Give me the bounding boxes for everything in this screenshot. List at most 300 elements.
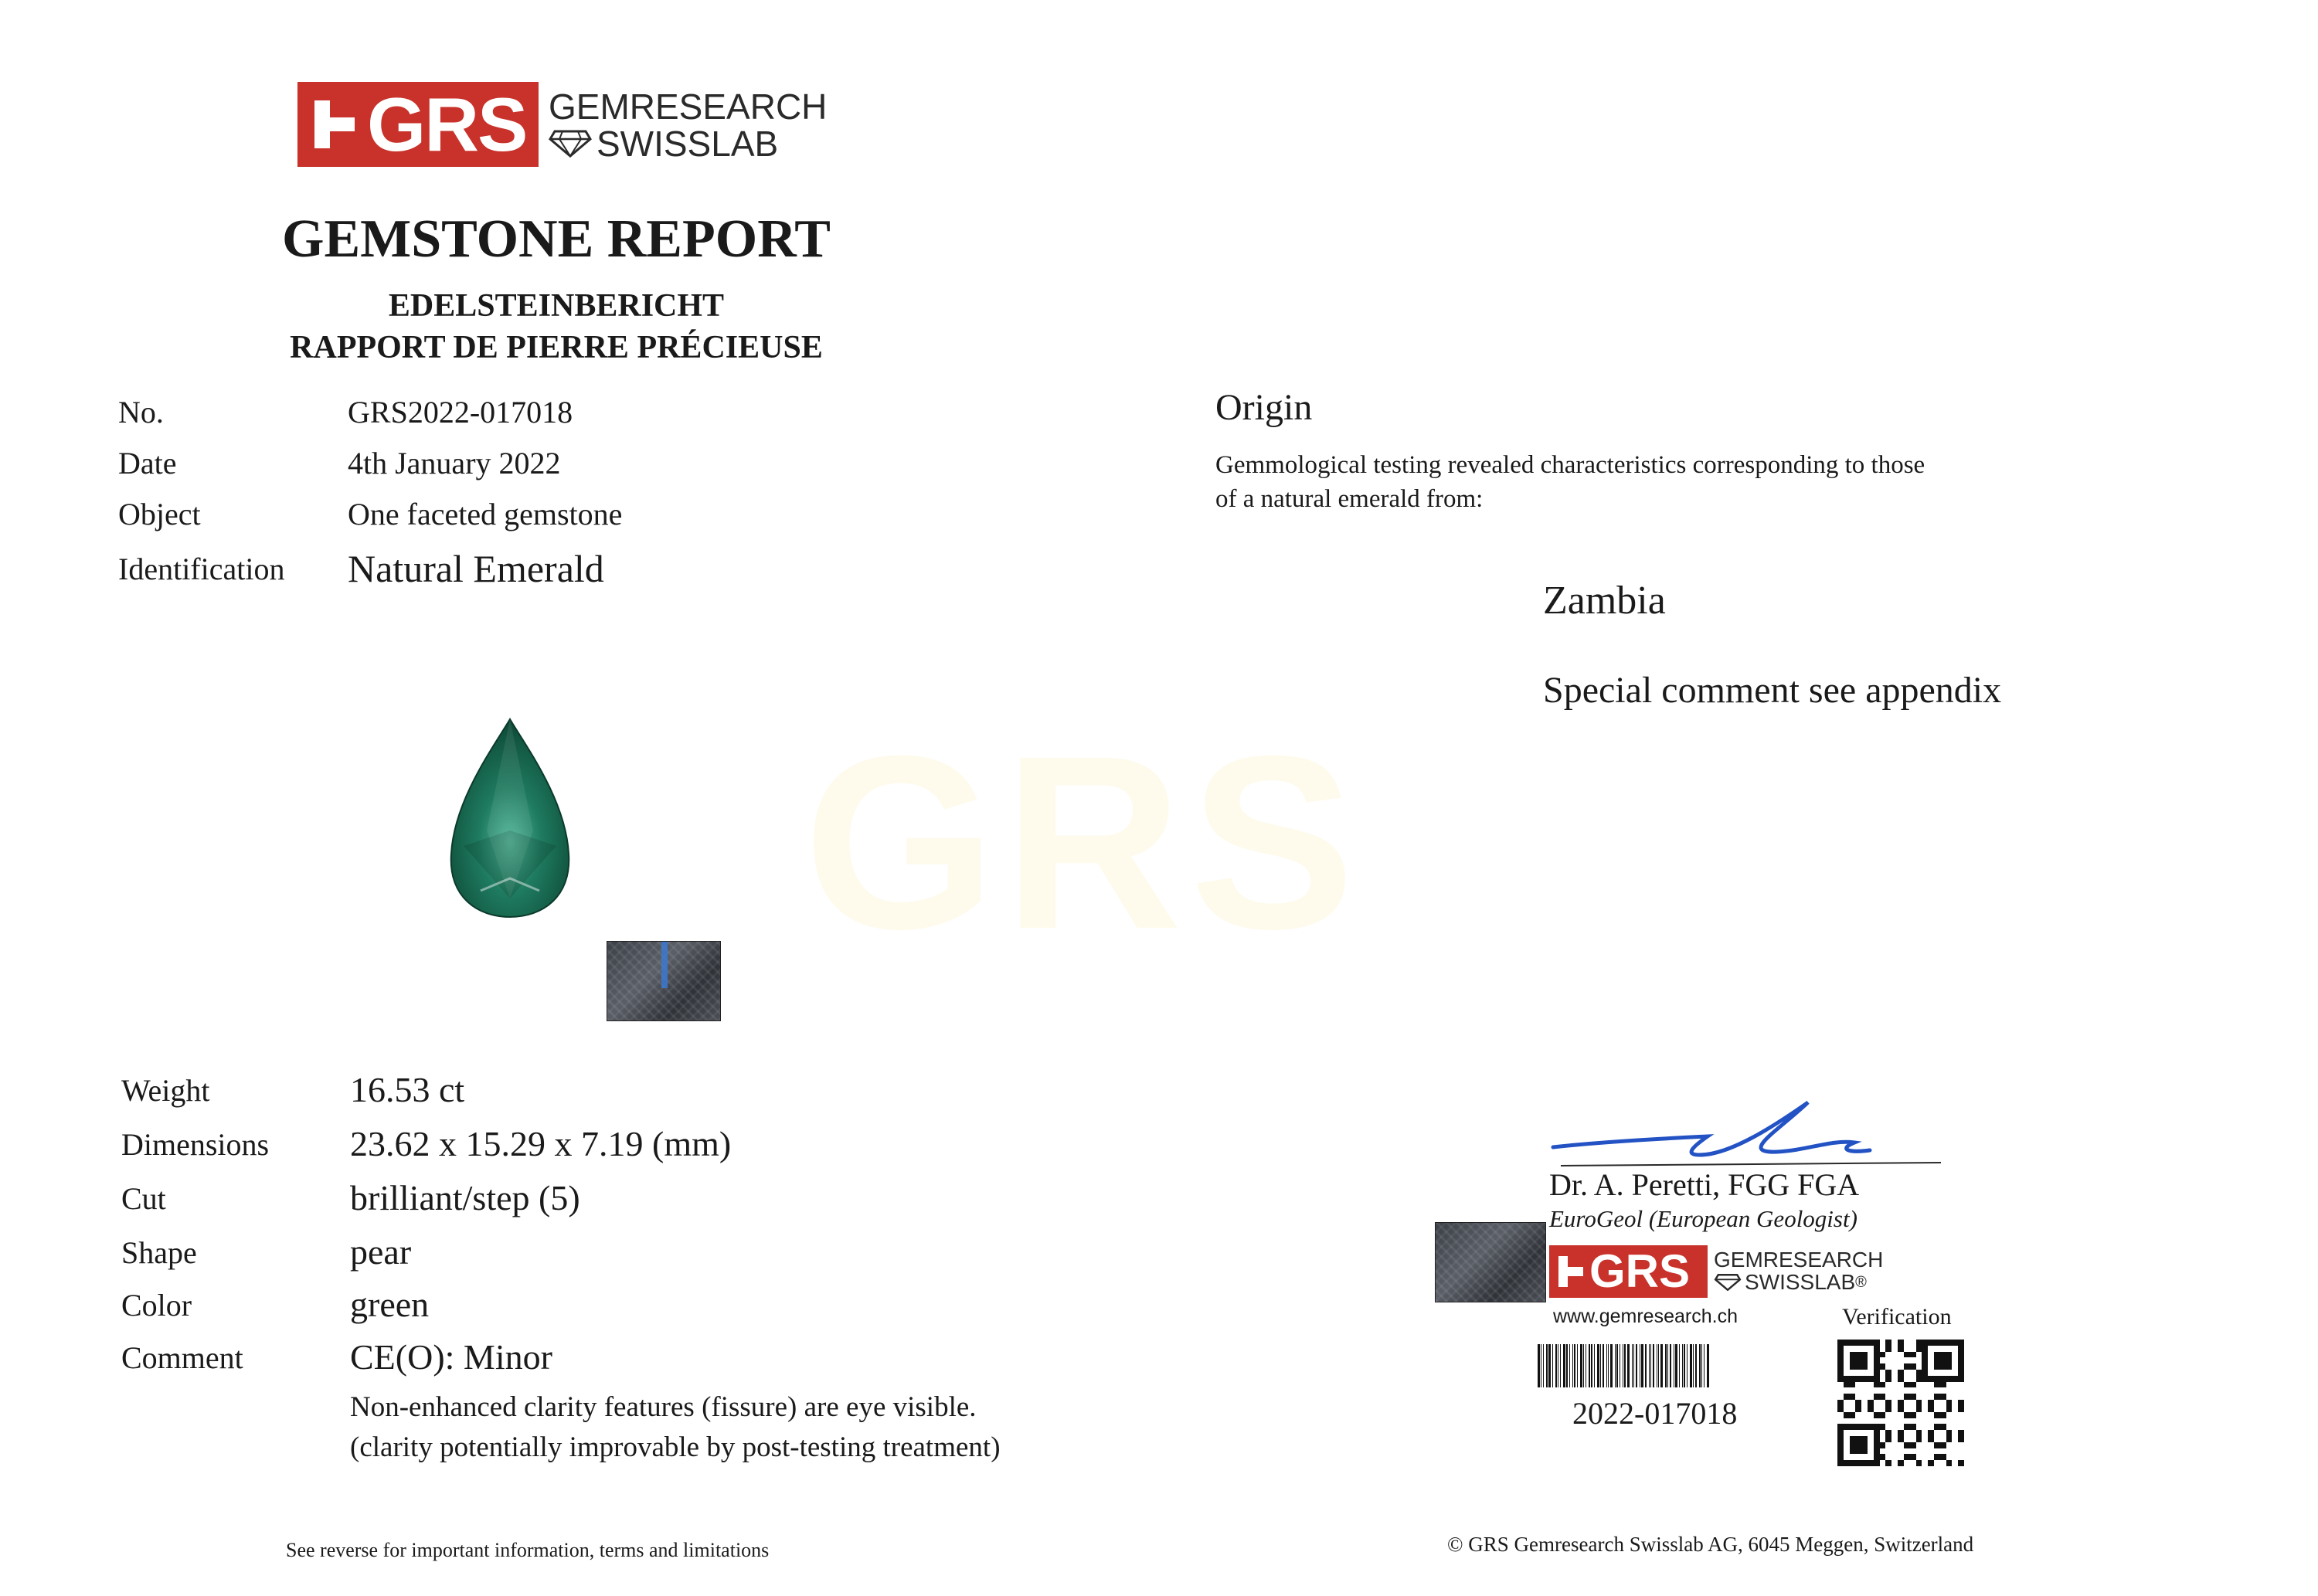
qr-module [1861,1400,1868,1406]
qr-module [1958,1346,1964,1352]
qr-module [1850,1418,1856,1425]
barcode-bar [1636,1344,1637,1387]
qr-module [1880,1424,1886,1430]
qr-module [1855,1387,1861,1394]
qr-module [1891,1370,1898,1376]
verification-label: Verification [1842,1304,1952,1329]
qr-module [1958,1376,1964,1382]
qr-module [1891,1418,1898,1425]
qr-module [1916,1387,1922,1394]
detail-label-identification: Identification [118,552,285,586]
barcode-bar [1649,1344,1650,1387]
hologram-seal [607,941,721,1021]
qr-module [1855,1363,1861,1370]
qr-module [1874,1436,1880,1442]
qr-module [1855,1352,1861,1358]
qr-module [1928,1430,1934,1436]
qr-module [1904,1357,1910,1363]
qr-module [1861,1394,1868,1400]
qr-module [1837,1382,1844,1388]
barcode-bar [1610,1344,1613,1387]
qr-module [1940,1424,1946,1430]
qr-module [1916,1406,1922,1412]
qr-module [1855,1418,1861,1425]
qr-module [1855,1424,1861,1430]
barcode-bar [1600,1344,1601,1387]
qr-module [1880,1436,1886,1442]
qr-module [1880,1394,1886,1400]
qr-module [1898,1406,1904,1412]
qr-module [1934,1387,1940,1394]
qr-module [1952,1370,1958,1376]
qr-module [1952,1448,1958,1455]
qr-module [1861,1406,1868,1412]
qr-module [1916,1376,1922,1382]
qr-module [1898,1400,1904,1406]
qr-module [1952,1442,1958,1448]
qr-module [1844,1448,1850,1455]
qr-module [1958,1352,1964,1358]
qr-module [1928,1460,1934,1466]
barcode-bar [1603,1344,1604,1387]
qr-module [1928,1346,1934,1352]
barcode-bar [1650,1344,1651,1387]
barcode-bar [1653,1344,1654,1387]
qr-module [1874,1352,1880,1358]
qr-module [1855,1448,1861,1455]
verification-qr-code[interactable] [1837,1340,1964,1466]
qr-module [1922,1357,1928,1363]
qr-module [1880,1346,1886,1352]
qr-module [1844,1346,1850,1352]
barcode-bar [1538,1344,1540,1387]
qr-module [1940,1406,1946,1412]
footer-left-note: See reverse for important information, terms and limitations [286,1539,770,1561]
qr-module [1910,1436,1916,1442]
qr-module [1850,1448,1856,1455]
qr-module [1861,1340,1868,1346]
detail-value-identification: Natural Emerald [348,547,604,590]
qr-module [1844,1430,1850,1436]
qr-module [1850,1400,1856,1406]
qr-module [1928,1357,1934,1363]
stamp-diamond-icon [1714,1274,1742,1291]
prop-label-dimensions: Dimensions [121,1127,270,1162]
qr-module [1868,1352,1874,1358]
barcode-bar [1627,1344,1630,1387]
qr-module [1850,1394,1856,1400]
barcode-bar [1633,1344,1634,1387]
qr-module [1874,1346,1880,1352]
qr-module [1916,1430,1922,1436]
report-subtitle-fr: RAPPORT DE PIERRE PRÉCIEUSE [290,330,823,365]
qr-module [1885,1454,1891,1460]
qr-module [1952,1394,1958,1400]
qr-module [1874,1400,1880,1406]
qr-module [1910,1382,1916,1388]
stamp-logo-mark [1549,1245,1708,1298]
barcode-bar [1543,1344,1544,1387]
stamp-line-2: SWISSLAB [1745,1270,1856,1295]
stamp-line-1: GEMRESEARCH [1714,1248,1884,1272]
qr-module [1861,1460,1868,1466]
qr-module [1946,1340,1953,1346]
qr-module [1837,1424,1844,1430]
qr-module [1934,1357,1940,1363]
qr-module [1928,1400,1934,1406]
qr-module [1880,1400,1886,1406]
qr-module [1885,1376,1891,1382]
qr-module [1855,1376,1861,1382]
qr-module [1952,1412,1958,1418]
qr-module [1898,1448,1904,1455]
barcode-bar [1591,1344,1592,1387]
prop-value-dimensions: 23.62 x 15.29 x 7.19 (mm) [350,1124,732,1163]
qr-module [1844,1454,1850,1460]
qr-module [1880,1418,1886,1425]
qr-module [1904,1382,1910,1388]
qr-module [1946,1418,1953,1425]
qr-module [1885,1442,1891,1448]
qr-module [1928,1340,1934,1346]
qr-module [1904,1430,1910,1436]
qr-module [1844,1376,1850,1382]
qr-module [1928,1442,1934,1448]
qr-module [1916,1370,1922,1376]
diamond-icon [549,130,592,158]
origin-text-line-2: of a natural emerald from: [1215,485,1484,513]
qr-module [1891,1394,1898,1400]
barcode-bar [1632,1344,1633,1387]
qr-module [1952,1357,1958,1363]
qr-module [1861,1418,1868,1425]
qr-module [1885,1363,1891,1370]
qr-module [1958,1412,1964,1418]
qr-module [1916,1460,1922,1466]
qr-module [1850,1363,1856,1370]
qr-module [1940,1412,1946,1418]
qr-module [1934,1448,1940,1455]
qr-module [1958,1394,1964,1400]
qr-module [1837,1363,1844,1370]
qr-module [1940,1370,1946,1376]
website-url[interactable]: www.gemresearch.ch [1553,1306,1738,1327]
qr-module [1861,1352,1868,1358]
barcode-bar [1552,1344,1553,1387]
qr-module [1952,1400,1958,1406]
qr-module [1916,1346,1922,1352]
qr-module [1837,1400,1844,1406]
qr-module [1928,1363,1934,1370]
qr-module [1885,1400,1891,1406]
qr-module [1952,1340,1958,1346]
qr-module [1868,1340,1874,1346]
qr-module [1922,1363,1928,1370]
qr-module [1934,1352,1940,1358]
qr-module [1928,1448,1934,1455]
qr-module [1855,1430,1861,1436]
qr-module [1928,1370,1934,1376]
barcode-bar [1695,1344,1697,1387]
barcode-bar [1572,1344,1573,1387]
prop-label-color: Color [121,1288,192,1323]
special-comment: Special comment see appendix [1543,670,2002,711]
qr-module [1844,1370,1850,1376]
qr-module [1940,1376,1946,1382]
qr-module [1928,1387,1934,1394]
qr-module [1946,1442,1953,1448]
qr-module [1850,1430,1856,1436]
qr-module [1922,1340,1928,1346]
qr-module [1958,1387,1964,1394]
qr-module [1916,1436,1922,1442]
footer-copyright: © GRS Gemresearch Swisslab AG, 6045 Meggen, Switzerland [1447,1533,1974,1556]
barcode-bar [1699,1344,1701,1387]
qr-module [1850,1340,1856,1346]
qr-module [1885,1406,1891,1412]
qr-module [1837,1352,1844,1358]
qr-module [1940,1394,1946,1400]
qr-module [1855,1412,1861,1418]
qr-module [1940,1442,1946,1448]
qr-module [1868,1454,1874,1460]
barcode-bar [1658,1344,1659,1387]
qr-module [1898,1418,1904,1425]
qr-module [1940,1448,1946,1455]
qr-module [1868,1382,1874,1388]
qr-module [1844,1436,1850,1442]
qr-module [1952,1454,1958,1460]
qr-module [1952,1460,1958,1466]
qr-module [1837,1454,1844,1460]
qr-module [1934,1382,1940,1388]
barcode-bar [1684,1344,1685,1387]
qr-module [1934,1460,1940,1466]
logo-line-1: GEMRESEARCH [549,87,828,127]
qr-module [1880,1430,1886,1436]
qr-module [1898,1454,1904,1460]
qr-module [1885,1382,1891,1388]
qr-module [1946,1387,1953,1394]
qr-module [1928,1424,1934,1430]
qr-module [1946,1454,1953,1460]
qr-module [1958,1424,1964,1430]
qr-module [1891,1454,1898,1460]
qr-module [1898,1460,1904,1466]
qr-module [1861,1412,1868,1418]
qr-module [1844,1357,1850,1363]
qr-module [1898,1346,1904,1352]
qr-module [1958,1363,1964,1370]
detail-label-date: Date [118,446,177,480]
qr-module [1910,1363,1916,1370]
qr-module [1946,1357,1953,1363]
barcode-bar [1577,1344,1578,1387]
qr-module [1844,1418,1850,1425]
qr-module [1904,1363,1910,1370]
signatory-title: EuroGeol (European Geologist) [1549,1205,1857,1232]
qr-module [1874,1382,1880,1388]
qr-module [1868,1376,1874,1382]
qr-module [1910,1370,1916,1376]
grs-watermark: GRS [804,704,1363,980]
qr-module [1880,1406,1886,1412]
qr-module [1934,1418,1940,1425]
logo-wordmark [549,88,827,163]
barcode-bar [1583,1344,1584,1387]
qr-module [1904,1370,1910,1376]
qr-module [1922,1376,1928,1382]
qr-module [1940,1436,1946,1442]
qr-module [1940,1346,1946,1352]
barcode-bar [1560,1344,1561,1387]
barcode-bar [1608,1344,1609,1387]
qr-module [1844,1363,1850,1370]
barcode-bar [1667,1344,1668,1387]
qr-module [1844,1400,1850,1406]
barcode-bar [1580,1344,1582,1387]
qr-module [1868,1400,1874,1406]
qr-module [1946,1370,1953,1376]
qr-module [1910,1357,1916,1363]
qr-module [1958,1400,1964,1406]
qr-module [1940,1460,1946,1466]
qr-module [1898,1357,1904,1363]
qr-module [1934,1363,1940,1370]
qr-module [1934,1424,1940,1430]
qr-module [1928,1418,1934,1425]
qr-module [1898,1436,1904,1442]
qr-module [1910,1352,1916,1358]
qr-module [1952,1430,1958,1436]
qr-module [1898,1387,1904,1394]
qr-module [1904,1346,1910,1352]
qr-module [1891,1340,1898,1346]
qr-module [1958,1448,1964,1455]
origin-country: Zambia [1543,579,1666,623]
qr-module [1952,1406,1958,1412]
qr-module [1837,1340,1844,1346]
qr-module [1868,1436,1874,1442]
qr-module [1861,1357,1868,1363]
qr-module [1861,1448,1868,1455]
qr-module [1837,1418,1844,1425]
qr-module [1946,1363,1953,1370]
barcode-bar [1624,1344,1626,1387]
qr-module [1874,1442,1880,1448]
qr-module [1904,1442,1910,1448]
qr-module [1850,1424,1856,1430]
qr-module [1861,1370,1868,1376]
qr-module [1934,1454,1940,1460]
barcode [1538,1344,1789,1387]
qr-module [1934,1412,1940,1418]
qr-module [1940,1357,1946,1363]
qr-module [1891,1382,1898,1388]
qr-module [1922,1460,1928,1466]
qr-module [1868,1387,1874,1394]
qr-module [1874,1460,1880,1466]
barcode-bar [1660,1344,1663,1387]
qr-module [1898,1340,1904,1346]
qr-module [1850,1357,1856,1363]
qr-module [1922,1370,1928,1376]
qr-module [1910,1340,1916,1346]
qr-module [1940,1382,1946,1388]
qr-module [1958,1418,1964,1425]
qr-module [1934,1430,1940,1436]
qr-module [1874,1406,1880,1412]
qr-module [1880,1340,1886,1346]
qr-module [1855,1460,1861,1466]
qr-module [1928,1394,1934,1400]
qr-module [1916,1442,1922,1448]
qr-module [1885,1370,1891,1376]
qr-module [1891,1406,1898,1412]
barcode-bar [1615,1344,1616,1387]
qr-module [1837,1406,1844,1412]
report-subtitle-de: EDELSTEINBERICHT [388,288,725,324]
qr-module [1958,1454,1964,1460]
grs-logo-mark [297,82,539,167]
barcode-bar [1563,1344,1565,1387]
qr-module [1922,1436,1928,1442]
qr-module [1844,1387,1850,1394]
qr-module [1885,1460,1891,1466]
qr-module [1958,1382,1964,1388]
prop-label-comment: Comment [121,1340,243,1375]
barcode-bar [1707,1344,1709,1387]
qr-module [1904,1376,1910,1382]
qr-module [1928,1382,1934,1388]
qr-module [1891,1363,1898,1370]
qr-module [1861,1382,1868,1388]
qr-module [1928,1436,1934,1442]
qr-module [1916,1418,1922,1425]
qr-module [1952,1376,1958,1382]
prop-label-cut: Cut [121,1181,166,1216]
qr-module [1904,1418,1910,1425]
qr-module [1952,1424,1958,1430]
qr-module [1946,1424,1953,1430]
qr-module [1934,1442,1940,1448]
qr-module [1880,1412,1886,1418]
qr-module [1916,1400,1922,1406]
qr-module [1855,1394,1861,1400]
origin-text-line-1: Gemmological testing revealed characteristics corresponding to those [1215,451,1925,479]
qr-module [1934,1406,1940,1412]
qr-module [1904,1387,1910,1394]
qr-module [1928,1352,1934,1358]
qr-module [1837,1376,1844,1382]
barcode-bar [1693,1344,1694,1387]
qr-module [1952,1346,1958,1352]
qr-module [1880,1387,1886,1394]
qr-module [1934,1370,1940,1376]
qr-module [1868,1424,1874,1430]
qr-module [1844,1424,1850,1430]
qr-module [1885,1424,1891,1430]
qr-module [1868,1448,1874,1455]
qr-module [1958,1436,1964,1442]
qr-module [1874,1412,1880,1418]
barcode-bar [1682,1344,1683,1387]
qr-module [1928,1454,1934,1460]
qr-module [1844,1406,1850,1412]
detail-label-object: Object [118,497,201,531]
hologram-seal-stamp [1435,1222,1546,1302]
qr-module [1928,1406,1934,1412]
